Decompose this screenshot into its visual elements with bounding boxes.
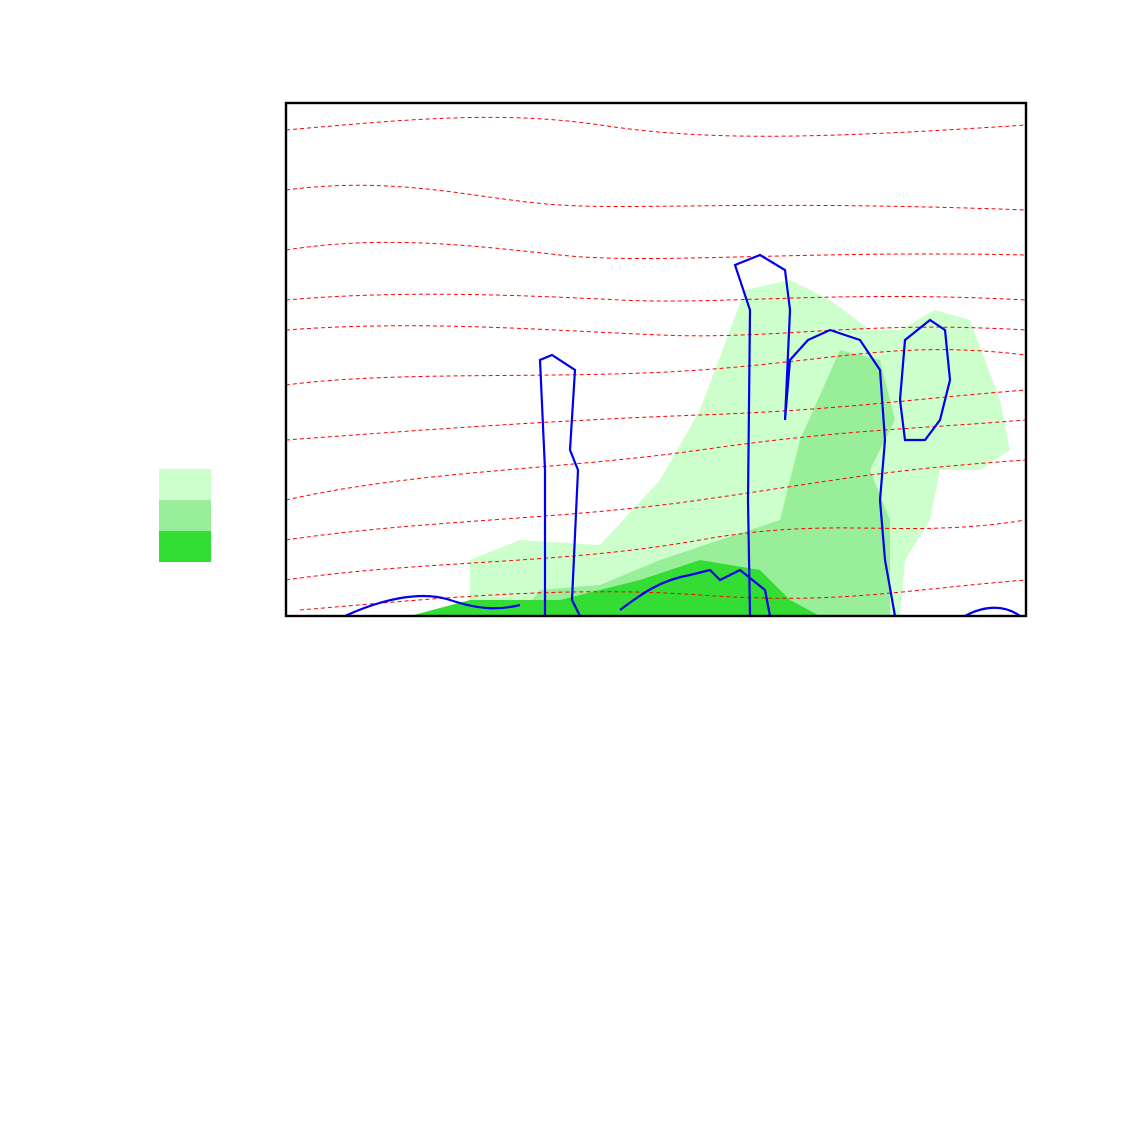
rh70-swatch [159, 469, 211, 500]
rh80-swatch [159, 500, 211, 531]
rh90-swatch [159, 531, 211, 562]
rh-shading [410, 280, 1010, 616]
